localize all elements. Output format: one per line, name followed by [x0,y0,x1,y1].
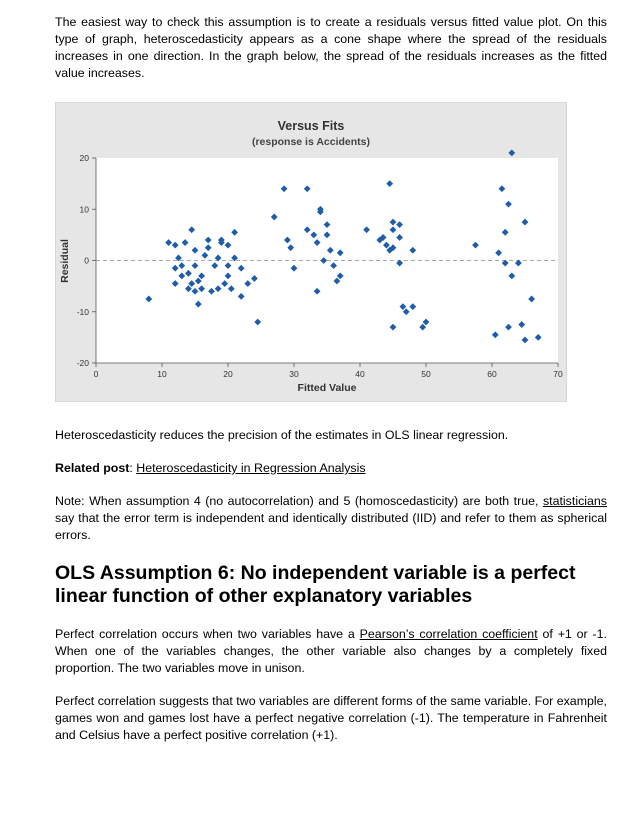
perfect-correlation-paragraph [55,626,607,677]
y-axis-label: Residual [59,239,71,283]
x-tick-label: 40 [355,369,365,379]
note-text-before: Note: When assumption 4 (no autocorrelation) and 5 (homoscedasticity) are both true, [55,494,543,508]
x-tick-label: 10 [157,369,167,379]
corr-text-after: of +1 or -1. When one of the variables changes, the other variable also changes by a completely fixed proportion. The two variables move in unison. [55,627,607,675]
x-tick-label: 0 [93,369,99,379]
y-tick-label: 20 [79,153,89,163]
related-post-separator: : [129,461,137,475]
x-tick-label: 20 [223,369,233,379]
residual-plot-figure [55,102,567,402]
intro-paragraph: The easiest way to check this assumption is to create a residuals versus fitted value plot. On this type of graph, heteroscedasticity appears as a cone shape where the spread of the residuals increases in one direction. In the graph below, the spread of the residuals increases as the fitted value increases. [55,15,607,80]
y-tick-label: 0 [84,255,89,266]
x-axis-label: Fitted Value [297,382,357,394]
related-post-link[interactable]: Heteroscedasticity in Regression Analysis [136,461,366,475]
statisticians-link[interactable]: statisticians [542,494,607,508]
x-tick-label: 70 [553,369,563,379]
related-post-label: Related post [55,461,130,475]
y-tick-label: -20 [76,358,89,368]
heteroscedasticity-paragraph: Heteroscedasticity reduces the precision of the estimates in OLS linear regression. [55,428,509,442]
note-text-after: say that the error term is independent and identically distributed (IID) and refer to them as spherical errors. [55,511,607,542]
document-page [55,14,607,744]
y-tick-label: -10 [76,306,89,317]
chart-title: Versus Fits [277,119,345,133]
pearson-correlation-link[interactable]: Pearson’s correlation coefficient [359,627,538,641]
y-tick-label: 10 [79,204,89,215]
residual-plot [56,103,566,401]
x-tick-label: 60 [487,369,497,379]
x-tick-label: 50 [421,369,431,379]
corr-text-before: Perfect correlation occurs when two variables have a [55,627,360,641]
x-tick-label: 30 [289,369,299,379]
related-post-line [55,460,607,477]
chart-subtitle: (response is Accidents) [251,136,371,148]
section-heading: OLS Assumption 6: No independent variable is a perfect linear function of other explanatory variables [55,562,576,607]
data-point [508,149,515,156]
note-paragraph [55,493,607,544]
perfect-correlation-example-paragraph: Perfect correlation suggests that two variables are different forms of the same variable. For example, games won and games lost have a perfect negative correlation (-1). The temperature in Fahrenheit and Celsius have a perfect positive correlation (+1). [55,694,607,742]
